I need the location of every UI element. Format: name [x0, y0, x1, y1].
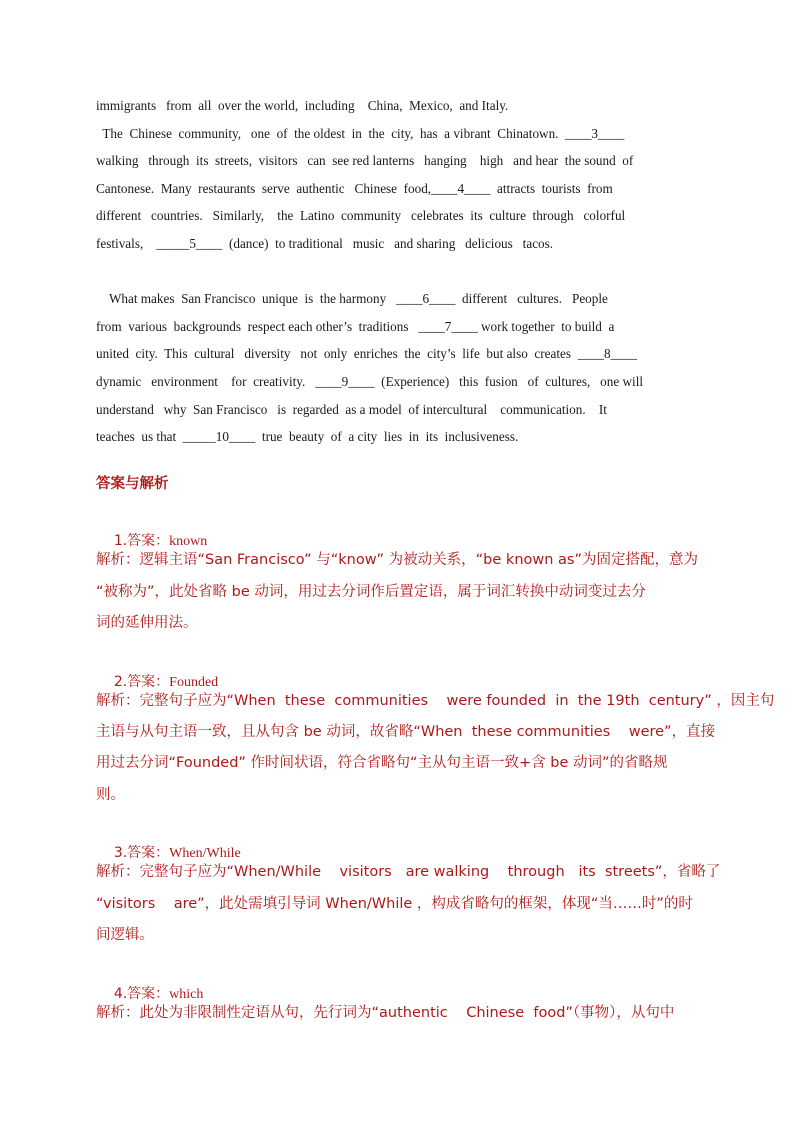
- passage-line: from various backgrounds respect each other’s traditions ____7____ work together to build a: [96, 319, 615, 334]
- passage-line: immigrants from all over the world, including China, Mexico, and Italy.: [96, 98, 509, 113]
- answer-value: which: [169, 987, 204, 1002]
- passage-line: walking through its streets, visitors can see red lanterns hanging high and hear the sound of: [96, 153, 634, 168]
- answer-value: Founded: [169, 675, 219, 690]
- explanation-line: 用过去分词“Founded” 作时间状语，符合省略句“主从句主语一致+含 be 动词”的省略规: [96, 755, 668, 771]
- passage-line: different countries. Similarly, the Latino community celebrates its culture through colorful: [96, 208, 626, 223]
- explanation-line: 解析：完整句子应为“When/While visitors are walking through its streets”，省略了: [96, 864, 721, 880]
- passage-line: festivals, _____5____ (dance) to traditional music and sharing delicious tacos.: [96, 236, 554, 251]
- explanation-line: 解析：逻辑主语“San Francisco” 与“know” 为被动关系，“be known as”为固定搭配，意为: [96, 552, 698, 568]
- passage-line: understand why San Francisco is regarded as a model of intercultural communication. It: [96, 402, 607, 417]
- passage-line: What makes San Francisco unique is the harmony ____6____ different cultures. People: [96, 291, 608, 306]
- answer-label: 2.答案：: [113, 674, 170, 690]
- passage-line: dynamic environment for creativity. ____9____ (Experience) this fusion of cultures, one will: [96, 374, 644, 389]
- explanation-line: 主语与从句主语一致，且从句含 be 动词，故省略“When these communities were”，直接: [96, 724, 716, 740]
- passage-line: united city. This cultural diversity not only enriches the city’s life but also creates ____8____: [96, 346, 637, 361]
- explanation-line: 则。: [96, 787, 125, 803]
- explanation-line: 词的延伸用法。: [96, 615, 198, 631]
- explanation-line: “visitors are”，此处需填引导词 When/While ，构成省略句的框架，体现“当……时”的时: [96, 896, 693, 912]
- answer-label: 4.答案：: [113, 986, 170, 1002]
- explanation-line: 间逻辑。: [96, 927, 154, 943]
- answer-value: known: [169, 534, 208, 549]
- explanation-line: “被称为”，此处省略 be 动词，用过去分词作后置定语，属于词汇转换中动词变过去分: [96, 584, 646, 600]
- passage-line: The Chinese community, one of the oldest in the city, has a vibrant Chinatown. ____3____: [96, 126, 625, 141]
- answer-label: 3.答案：: [113, 845, 170, 861]
- explanation-line: 解析：完整句子应为“When these communities were founded in the 19th century” ，因主句: [96, 693, 775, 709]
- passage-line: Cantonese. Many restaurants serve authentic Chinese food,____4____ attracts tourists from: [96, 181, 613, 196]
- answers-heading: 答案与解析: [96, 476, 169, 492]
- answer-value: When/While: [169, 846, 241, 861]
- explanation-line: 解析：此处为非限制性定语从句，先行词为“authentic Chinese food”（事物），从句中: [96, 1005, 675, 1021]
- answer-label: 1.答案：: [113, 533, 170, 549]
- passage-line: teaches us that _____10____ true beauty of a city lies in its inclusiveness.: [96, 429, 519, 444]
